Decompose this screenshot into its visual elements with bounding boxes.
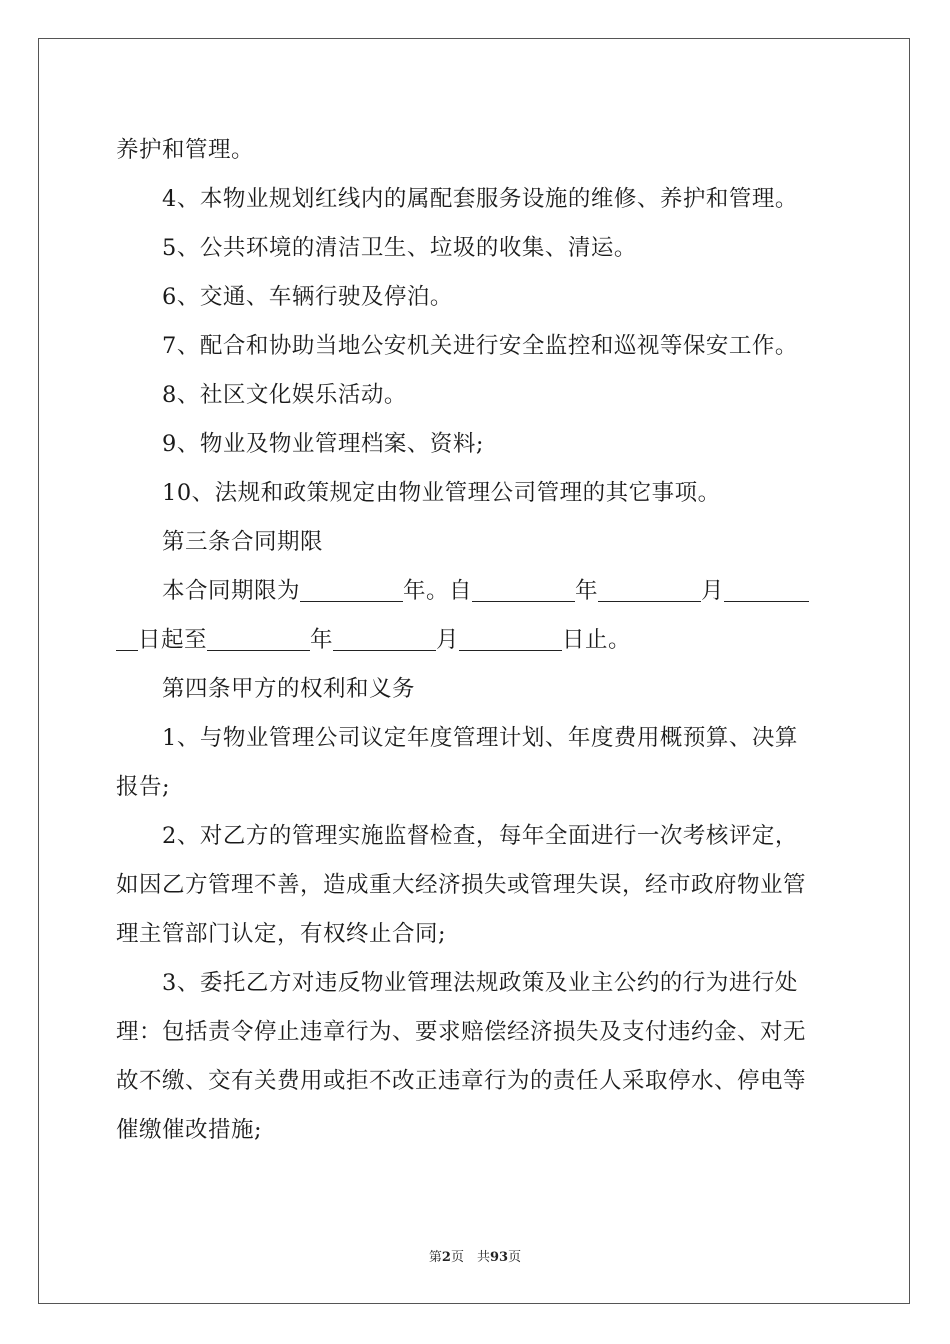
page-prefix: 第 [428, 1250, 442, 1265]
contract-term-line-2 [116, 616, 836, 665]
fill-blank [472, 600, 575, 602]
paragraph-line: 1、与物业管理公司议定年度管理计划、年度费用概预算、决算 [162, 725, 798, 751]
term-year-label: 年 [310, 627, 334, 653]
page-mid: 页 共 [450, 1250, 490, 1265]
fill-blank [116, 649, 138, 651]
page-suffix: 页 [508, 1250, 522, 1265]
list-item: 4、本物业规划红线内的属配套服务设施的维修、养护和管理。 [162, 186, 798, 212]
list-item: 5、公共环境的清洁卫生、垃圾的收集、清运。 [162, 235, 637, 261]
paragraph-line: 理：包括责令停止违章行为、要求赔偿经济损失及支付违约金、对无 [116, 1019, 807, 1045]
term-month-label: 月 [436, 627, 460, 653]
paragraph-line: 理主管部门认定，有权终止合同; [116, 921, 447, 947]
fill-blank [333, 649, 436, 651]
article-4-heading: 第四条甲方的权利和义务 [162, 676, 416, 702]
article-3-heading: 第三条合同期限 [162, 529, 324, 555]
document-body [116, 126, 836, 1155]
term-month-label: 月 [701, 578, 725, 604]
paragraph-line: 故不缴、交有关费用或拒不改正违章行为的责任人采取停水、停电等 [116, 1068, 807, 1094]
list-item: 9、物业及物业管理档案、资料; [162, 431, 484, 457]
paragraph-line: 2、对乙方的管理实施监督检查，每年全面进行一次考核评定， [162, 823, 798, 849]
text-line: 养护和管理。 [116, 137, 255, 163]
list-item: 7、配合和协助当地公安机关进行安全监控和巡视等保安工作。 [162, 333, 798, 359]
contract-term-line-1 [116, 567, 836, 616]
paragraph-line: 催缴催改措施; [116, 1117, 263, 1143]
list-item: 8、社区文化娱乐活动。 [162, 382, 407, 408]
term-day-label: 日止。 [562, 627, 632, 653]
fill-blank [300, 600, 403, 602]
fill-blank [724, 600, 809, 602]
list-item: 10、法规和政策规定由物业管理公司管理的其它事项。 [162, 480, 721, 506]
term-year-label: 年。自 [403, 578, 473, 604]
fill-blank [207, 649, 310, 651]
total-page-number: 93 [489, 1250, 509, 1265]
term-prefix: 本合同期限为 [162, 578, 301, 604]
current-page-number: 2 [441, 1250, 451, 1265]
fill-blank [598, 600, 701, 602]
paragraph-line: 如因乙方管理不善，造成重大经济损失或管理失误，经市政府物业管 [116, 872, 807, 898]
paragraph-line: 报告; [116, 774, 171, 800]
term-year-label: 年 [575, 578, 599, 604]
list-item: 6、交通、车辆行驶及停泊。 [162, 284, 453, 310]
paragraph-line: 3、委托乙方对违反物业管理法规政策及业主公约的行为进行处 [162, 970, 798, 996]
page-footer [0, 1246, 950, 1265]
fill-blank [459, 649, 562, 651]
term-day-label: 日起至 [138, 627, 208, 653]
